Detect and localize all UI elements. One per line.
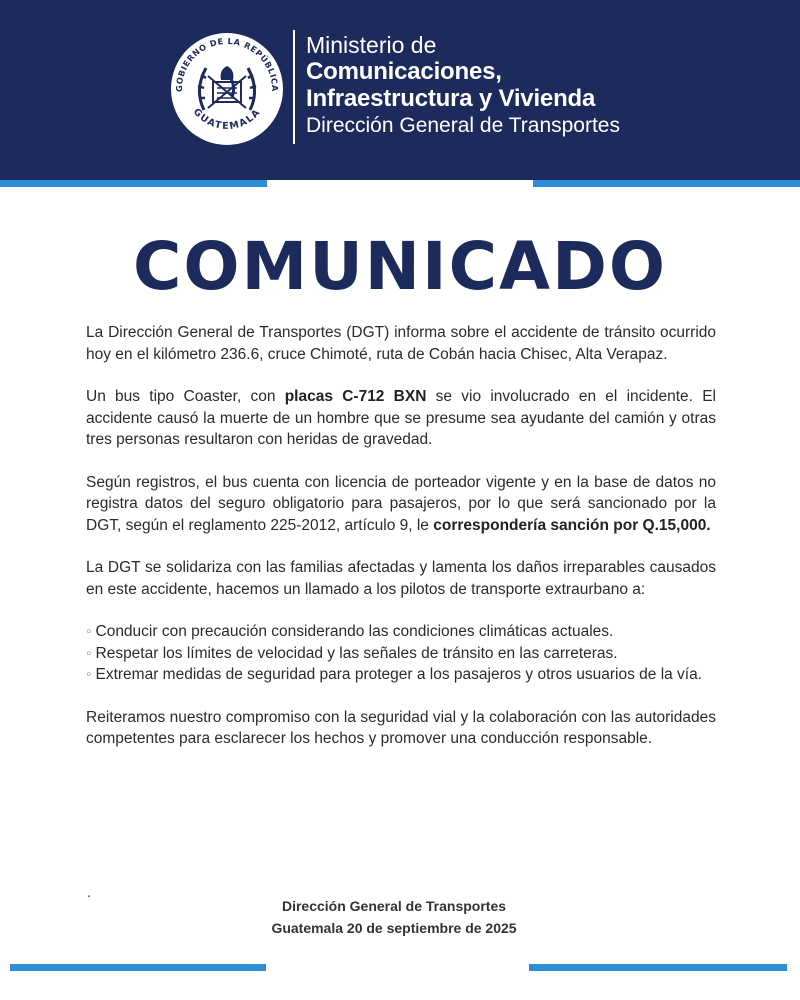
paragraph-2-end: se vio involucrado en el incidente. El accidente causó la muerte de un hombre que se presume sea ayudante del camión y otras tres personas resultaron con heridas de gravedad. xyxy=(86,388,716,448)
sanction-amount: correspondería sanción por Q.15,000. xyxy=(433,516,711,534)
paragraph-4: La DGT se solidariza con las familias afectadas y lamenta los daños irreparables causados en este accidente, hacemos un llamado a los pilotos de transporte extraurbano a: xyxy=(86,559,716,598)
paragraph-2-start: Un bus tipo Coaster, con xyxy=(86,388,285,405)
guatemala-coat-of-arms-icon xyxy=(168,30,286,148)
ministry-line-3: Infraestructura y Vivienda xyxy=(306,85,596,112)
paragraph-3 xyxy=(86,472,716,537)
ministry-line-1: Ministerio de xyxy=(306,32,437,58)
ministry-line-2: Comunicaciones, xyxy=(306,58,502,85)
communique-body xyxy=(86,322,716,771)
bullet-icon: ◦ xyxy=(86,666,92,683)
svg-text:GOBIERNO DE LA REPÚBLICA: GOBIERNO DE LA REPÚBLICA xyxy=(173,35,281,93)
bullet-icon: ◦ xyxy=(86,644,92,662)
signature-block xyxy=(0,895,788,939)
stray-dot: . xyxy=(87,884,92,901)
header-banner xyxy=(0,0,800,180)
list-item xyxy=(86,664,716,686)
paragraph-3-start: Según registros, el bus cuenta con licencia de porteador vigente y en la base de datos no registra datos del seguro obligatorio para pasajeros, por lo que será sancionado por la DGT, según el reglamento 225-2012, artículo 9, le xyxy=(86,473,716,534)
list-item-text: Respetar los límites de velocidad y las señales de tránsito en las carreteras. xyxy=(95,644,618,662)
top-stripe-right xyxy=(533,180,800,187)
page-title: COMUNICADO xyxy=(132,228,667,305)
signature-date: Guatemala 20 de septiembre de 2025 xyxy=(271,920,517,936)
signature-department: Dirección General de Transportes xyxy=(281,898,507,914)
paragraph-2 xyxy=(86,386,716,451)
department-name: Dirección General de Transportes xyxy=(306,114,620,137)
recommendations-list xyxy=(86,621,716,686)
list-item-text: Extremar medidas de seguridad para proteger a los pasajeros y otros usuarios de la vía. xyxy=(95,666,703,683)
list-item xyxy=(86,643,716,665)
top-stripe-left xyxy=(0,180,267,187)
svg-text:GUATEMALA: GUATEMALA xyxy=(190,106,264,133)
paragraph-5: Reiteramos nuestro compromiso con la seguridad vial y la colaboración con las autoridades competentes para esclarecer los hechos y promover una conducción responsable. xyxy=(86,708,716,747)
paragraph-1: La Dirección General de Transportes (DGT) informa sobre el accidente de tránsito ocurrido hoy en el kilómetro 236.6, cruce Chimoté, ruta de Cobán hacia Chisec, Alta Verapaz. xyxy=(86,324,716,363)
header-divider xyxy=(293,30,295,144)
ministry-name xyxy=(306,32,620,139)
bottom-stripe-right xyxy=(529,964,787,971)
bottom-stripe-left xyxy=(10,964,266,971)
license-plate: placas C-712 BXN xyxy=(284,388,427,405)
list-item xyxy=(86,621,716,643)
bullet-icon: ◦ xyxy=(86,623,92,640)
list-item-text: Conducir con precaución considerando las condiciones climáticas actuales. xyxy=(95,623,614,640)
